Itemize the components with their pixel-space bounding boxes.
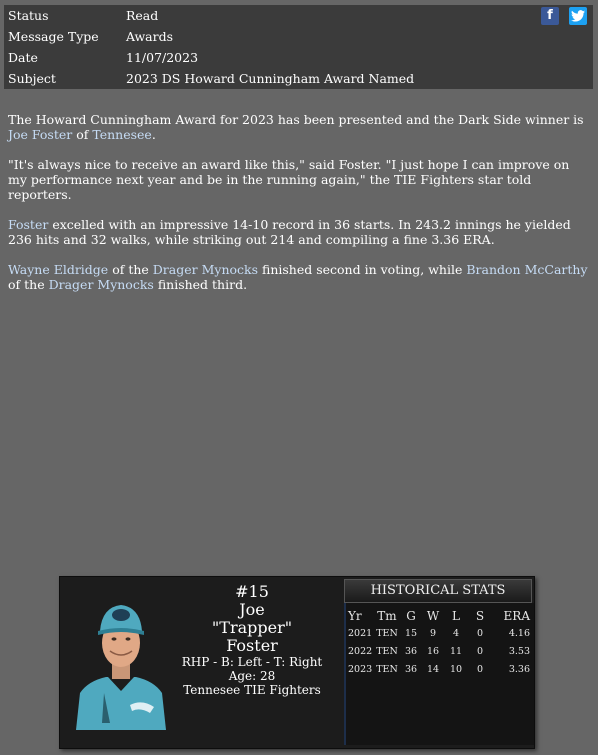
player-age: Age: 28 xyxy=(228,669,276,683)
cell-yr: 2021 xyxy=(348,627,373,639)
cell-yr: 2022 xyxy=(348,645,373,657)
col-header-tm: Tm xyxy=(377,608,397,623)
table-row xyxy=(348,624,530,642)
player-link-foster[interactable]: Foster xyxy=(8,217,49,232)
cell-tm: TEN xyxy=(376,627,398,639)
date-label: Date xyxy=(8,50,38,65)
cell-era: 3.36 xyxy=(508,663,530,675)
table-row xyxy=(348,642,530,660)
cell-l: 11 xyxy=(449,645,463,657)
cell-w: 9 xyxy=(429,627,437,639)
col-header-l: L xyxy=(452,608,460,623)
article-text: finished second in voting, while xyxy=(262,262,463,277)
cell-s: 0 xyxy=(476,645,484,657)
player-nickname: "Trapper" xyxy=(211,618,293,637)
player-first-name: Joe xyxy=(239,600,265,619)
player-photo[interactable] xyxy=(74,595,168,730)
col-header-yr: Yr xyxy=(348,608,362,623)
status-label: Status xyxy=(8,8,49,23)
header-row-subject xyxy=(4,68,593,89)
cell-yr: 2023 xyxy=(348,663,373,675)
article-text: of the xyxy=(112,262,149,277)
message-type-value: Awards xyxy=(126,29,174,44)
cell-w: 14 xyxy=(426,663,440,675)
player-team: Tennesee TIE Fighters xyxy=(183,683,321,697)
col-header-era: ERA xyxy=(503,608,530,623)
stats-table xyxy=(348,607,530,678)
col-header-s: S xyxy=(475,608,485,623)
subject-label: Subject xyxy=(8,71,56,86)
article-text: of xyxy=(76,127,89,142)
cell-tm: TEN xyxy=(376,663,398,675)
facebook-share-button[interactable] xyxy=(541,7,559,25)
team-link-drager-mynocks[interactable]: Drager Mynocks xyxy=(152,262,259,277)
article-text: excelled with an impressive 14-10 record in 36 starts. In 243.2 innings he yielded 236 hits and 32 walks, while striking out 214 and compiling a fine 3.36 ERA. xyxy=(8,217,571,247)
twitter-icon xyxy=(571,10,585,22)
date-value: 11/07/2023 xyxy=(126,50,199,65)
article-text: The Howard Cunningham Award for 2023 has been presented and the Dark Side winner is xyxy=(8,112,584,127)
team-link-tennesee[interactable]: Tennesee xyxy=(92,127,152,142)
cell-l: 4 xyxy=(452,627,460,639)
cell-g: 36 xyxy=(404,663,418,675)
cell-g: 15 xyxy=(404,627,418,639)
message-type-label: Message Type xyxy=(8,29,99,44)
col-header-w: W xyxy=(426,608,440,623)
cell-era: 4.16 xyxy=(508,627,530,639)
article-text: finished third. xyxy=(157,277,248,292)
twitter-share-button[interactable] xyxy=(569,7,587,25)
player-link-brandon-mccarthy[interactable]: Brandon McCarthy xyxy=(466,262,588,277)
player-link-wayne-eldridge[interactable]: Wayne Eldridge xyxy=(8,262,109,277)
facebook-icon: f xyxy=(547,8,553,23)
article-paragraph-4 xyxy=(8,262,588,292)
team-link-drager-mynocks[interactable]: Drager Mynocks xyxy=(48,277,154,292)
header-row-message-type xyxy=(4,26,593,47)
message-header xyxy=(4,5,593,89)
player-number: #15 xyxy=(235,582,269,601)
article-body xyxy=(8,112,588,307)
cell-l: 10 xyxy=(449,663,463,675)
article-paragraph-3 xyxy=(8,217,588,247)
cell-g: 36 xyxy=(404,645,418,657)
player-bio: RHP - B: Left - T: Right xyxy=(181,655,323,669)
player-last-name: Foster xyxy=(226,636,278,655)
player-portrait-image xyxy=(74,595,168,730)
cell-era: 3.53 xyxy=(508,645,530,657)
article-text: of the xyxy=(8,277,45,292)
table-row xyxy=(348,660,530,678)
player-card xyxy=(59,576,535,749)
cell-s: 0 xyxy=(476,663,484,675)
player-link-joe-foster[interactable]: Joe Foster xyxy=(8,127,73,142)
header-row-date xyxy=(4,47,593,68)
article-paragraph-1 xyxy=(8,112,588,142)
article-text: . xyxy=(151,127,156,142)
cell-tm: TEN xyxy=(376,645,398,657)
subject-value: 2023 DS Howard Cunningham Award Named xyxy=(126,71,415,86)
header-row-status xyxy=(4,5,593,26)
col-header-g: G xyxy=(406,608,416,623)
historical-stats-body xyxy=(344,603,534,745)
historical-stats-title: HISTORICAL STATS xyxy=(344,579,532,603)
cell-w: 16 xyxy=(426,645,440,657)
historical-stats-panel xyxy=(344,579,532,745)
status-value: Read xyxy=(126,8,159,23)
player-info xyxy=(178,583,326,697)
article-paragraph-2: "It's always nice to receive an award like this," said Foster. "I just hope I can improve on my performance next year and be in the running again," the TIE Fighters star told reporters. xyxy=(8,157,570,202)
stats-header-row xyxy=(348,607,530,624)
cell-s: 0 xyxy=(476,627,484,639)
